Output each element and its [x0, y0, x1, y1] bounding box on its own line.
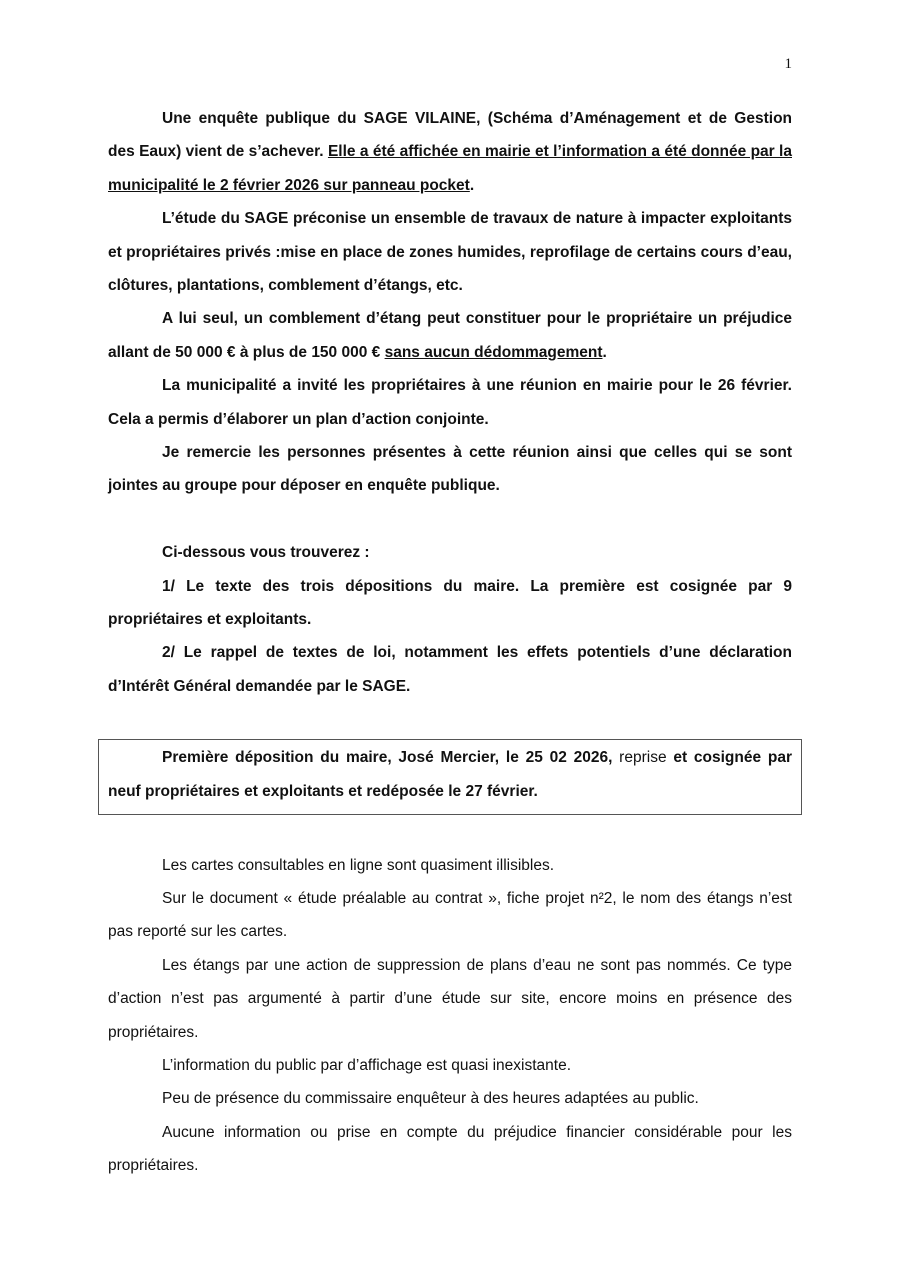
deposition-title-regular: reprise — [612, 749, 674, 767]
intro-text: Une enquête publique du SAGE VILAINE, (Schéma d’Aménagement et de Gestion des Eaux) vient de s’achever. — [108, 110, 792, 161]
intro-paragraph-1 — [108, 102, 792, 202]
deposition-title-bold: Première déposition du maire, José Mercier, le 25 02 2026, — [162, 749, 613, 767]
document-body — [108, 102, 792, 1183]
deposition-paragraph: Peu de présence du commissaire enquêteur à des heures adaptées au public. — [162, 1090, 699, 1108]
intro-paragraph-4: La municipalité a invité les propriétaires à une réunion en mairie pour le 26 février. Cela a permis d’élaborer un plan d’action conjointe. — [108, 377, 792, 428]
spacer — [108, 703, 792, 739]
cost-period: . — [602, 343, 607, 361]
summary-item-1: 1/ Le texte des trois dépositions du maire. La première est cosignée par 9 propriétaires et exploitants. — [108, 577, 792, 629]
summary-item-2: 2/ Le rappel de textes de loi, notamment les effets potentiels d’une déclaration d’Intérêt Général demandée par le SAGE. — [108, 644, 792, 695]
summary-heading: Ci-dessous vous trouverez : — [162, 544, 370, 562]
deposition-title-bold-end: et cosignée par neuf propriétaires et exploitants et redéposée le 27 février. — [108, 749, 792, 800]
deposition-paragraph: L’information du public par d’affichage est quasi inexistante. — [162, 1056, 572, 1074]
deposition-paragraph: Sur le document « étude préalable au contrat », fiche projet n²2, le nom des étangs n’est pas reporté sur les cartes. — [108, 889, 792, 941]
cost-text: A lui seul, un comblement d’étang peut constituer pour le propriétaire un préjudice allant de 50 000 € à plus de 150 000 € — [108, 310, 792, 361]
intro-underlined-text: Elle a été affichée en mairie et l’information a été donnée par la municipalité le 2 février 2026 sur panneau pocket — [108, 143, 792, 194]
intro-paragraph-5: Je remercie les personnes présentes à cette réunion ainsi que celles qui se sont jointes au groupe pour déposer en enquête publique. — [108, 444, 792, 495]
page-number: 1 — [784, 56, 792, 72]
intro-paragraph-3 — [108, 302, 792, 369]
intro-period: . — [469, 176, 475, 194]
deposition-paragraph: Les cartes consultables en ligne sont quasiment illisibles. — [162, 856, 555, 874]
first-deposition-box — [98, 739, 802, 815]
deposition-paragraph: Aucune information ou prise en compte du préjudice financier considérable pour les propriétaires. — [108, 1123, 792, 1175]
spacer — [108, 815, 792, 848]
no-compensation-text: sans aucun dédommagement — [384, 343, 603, 361]
intro-paragraph-2: L’étude du SAGE préconise un ensemble de travaux de nature à impacter exploitants et propriétaires privés :mise en place de zones humides, reprofilage de certains cours d’eau, clôtures, plantations, comblement d’étangs, etc. — [108, 210, 792, 295]
spacer — [108, 503, 792, 536]
first-deposition-title — [108, 741, 792, 808]
deposition-paragraph: Les étangs par une action de suppression de plans d’eau ne sont pas nommés. Ce type d’action n’est pas argumenté à partir d’une étude sur site, encore moins en présence des propriétaires. — [108, 956, 792, 1041]
